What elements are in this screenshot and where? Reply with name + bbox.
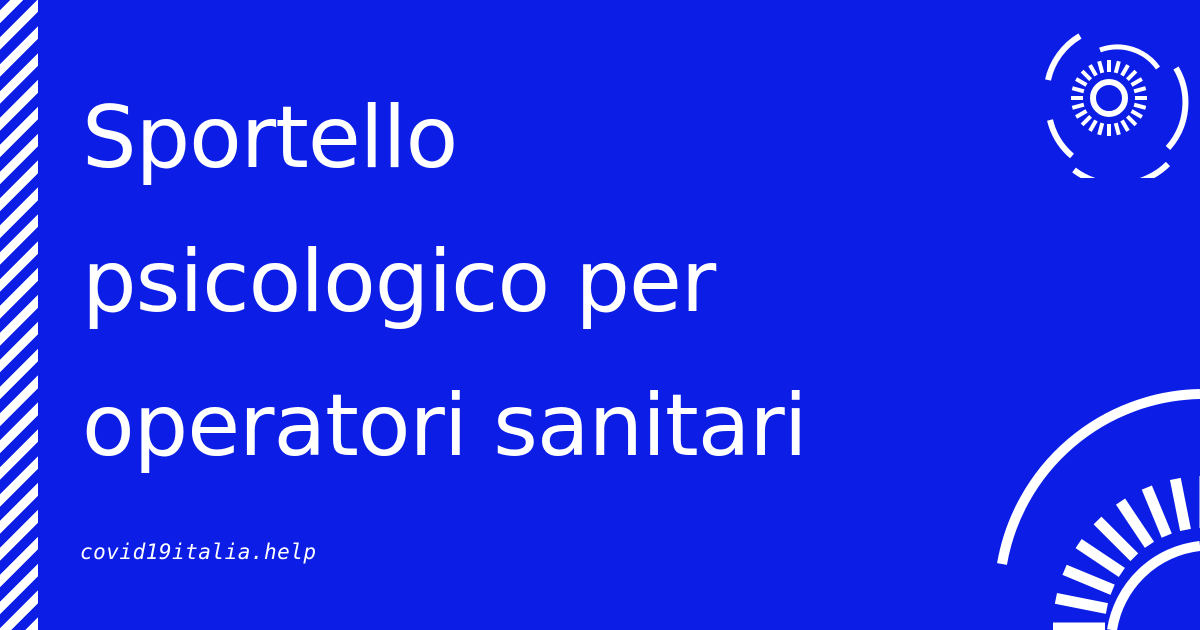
tick-mark bbox=[1099, 61, 1102, 73]
tick-mark bbox=[1098, 521, 1135, 558]
tick-mark bbox=[1076, 79, 1086, 85]
tick-mark bbox=[1134, 88, 1146, 91]
radial-target-icon bbox=[1040, 28, 1190, 178]
tick-mark bbox=[1116, 61, 1119, 73]
tick-mark bbox=[1072, 105, 1084, 108]
tick-mark bbox=[1090, 65, 1096, 75]
tick-mark bbox=[1079, 544, 1122, 573]
tick-mark bbox=[1082, 116, 1090, 124]
tick-mark bbox=[1090, 121, 1096, 131]
tick-mark bbox=[1134, 105, 1146, 108]
tick-mark bbox=[1099, 123, 1102, 135]
tick-mark bbox=[1076, 111, 1086, 117]
tick-mark bbox=[1132, 79, 1142, 85]
tick-mark bbox=[1065, 570, 1113, 590]
tick-mark bbox=[1127, 116, 1135, 124]
tick-mark bbox=[1056, 598, 1107, 608]
tick-mark bbox=[1072, 88, 1084, 91]
title-line-2: psicologico per bbox=[82, 232, 716, 332]
tick-mark bbox=[1122, 121, 1128, 131]
tick-mark bbox=[1116, 123, 1119, 135]
title-line-1: Sportello bbox=[82, 88, 458, 188]
radial-target-icon-large bbox=[990, 388, 1200, 630]
tick-mark bbox=[1122, 65, 1128, 75]
tick-mark bbox=[1132, 111, 1142, 117]
striped-border bbox=[0, 0, 38, 630]
site-url: covid19italia.help bbox=[80, 540, 317, 564]
tick-mark bbox=[1121, 502, 1150, 545]
title-line-3: operatori sanitari bbox=[82, 376, 807, 476]
tick-mark bbox=[1082, 71, 1090, 79]
page-title bbox=[82, 66, 1022, 498]
tick-mark bbox=[1127, 71, 1135, 79]
tick-mark bbox=[1175, 479, 1185, 530]
tick-mark bbox=[1147, 488, 1167, 536]
